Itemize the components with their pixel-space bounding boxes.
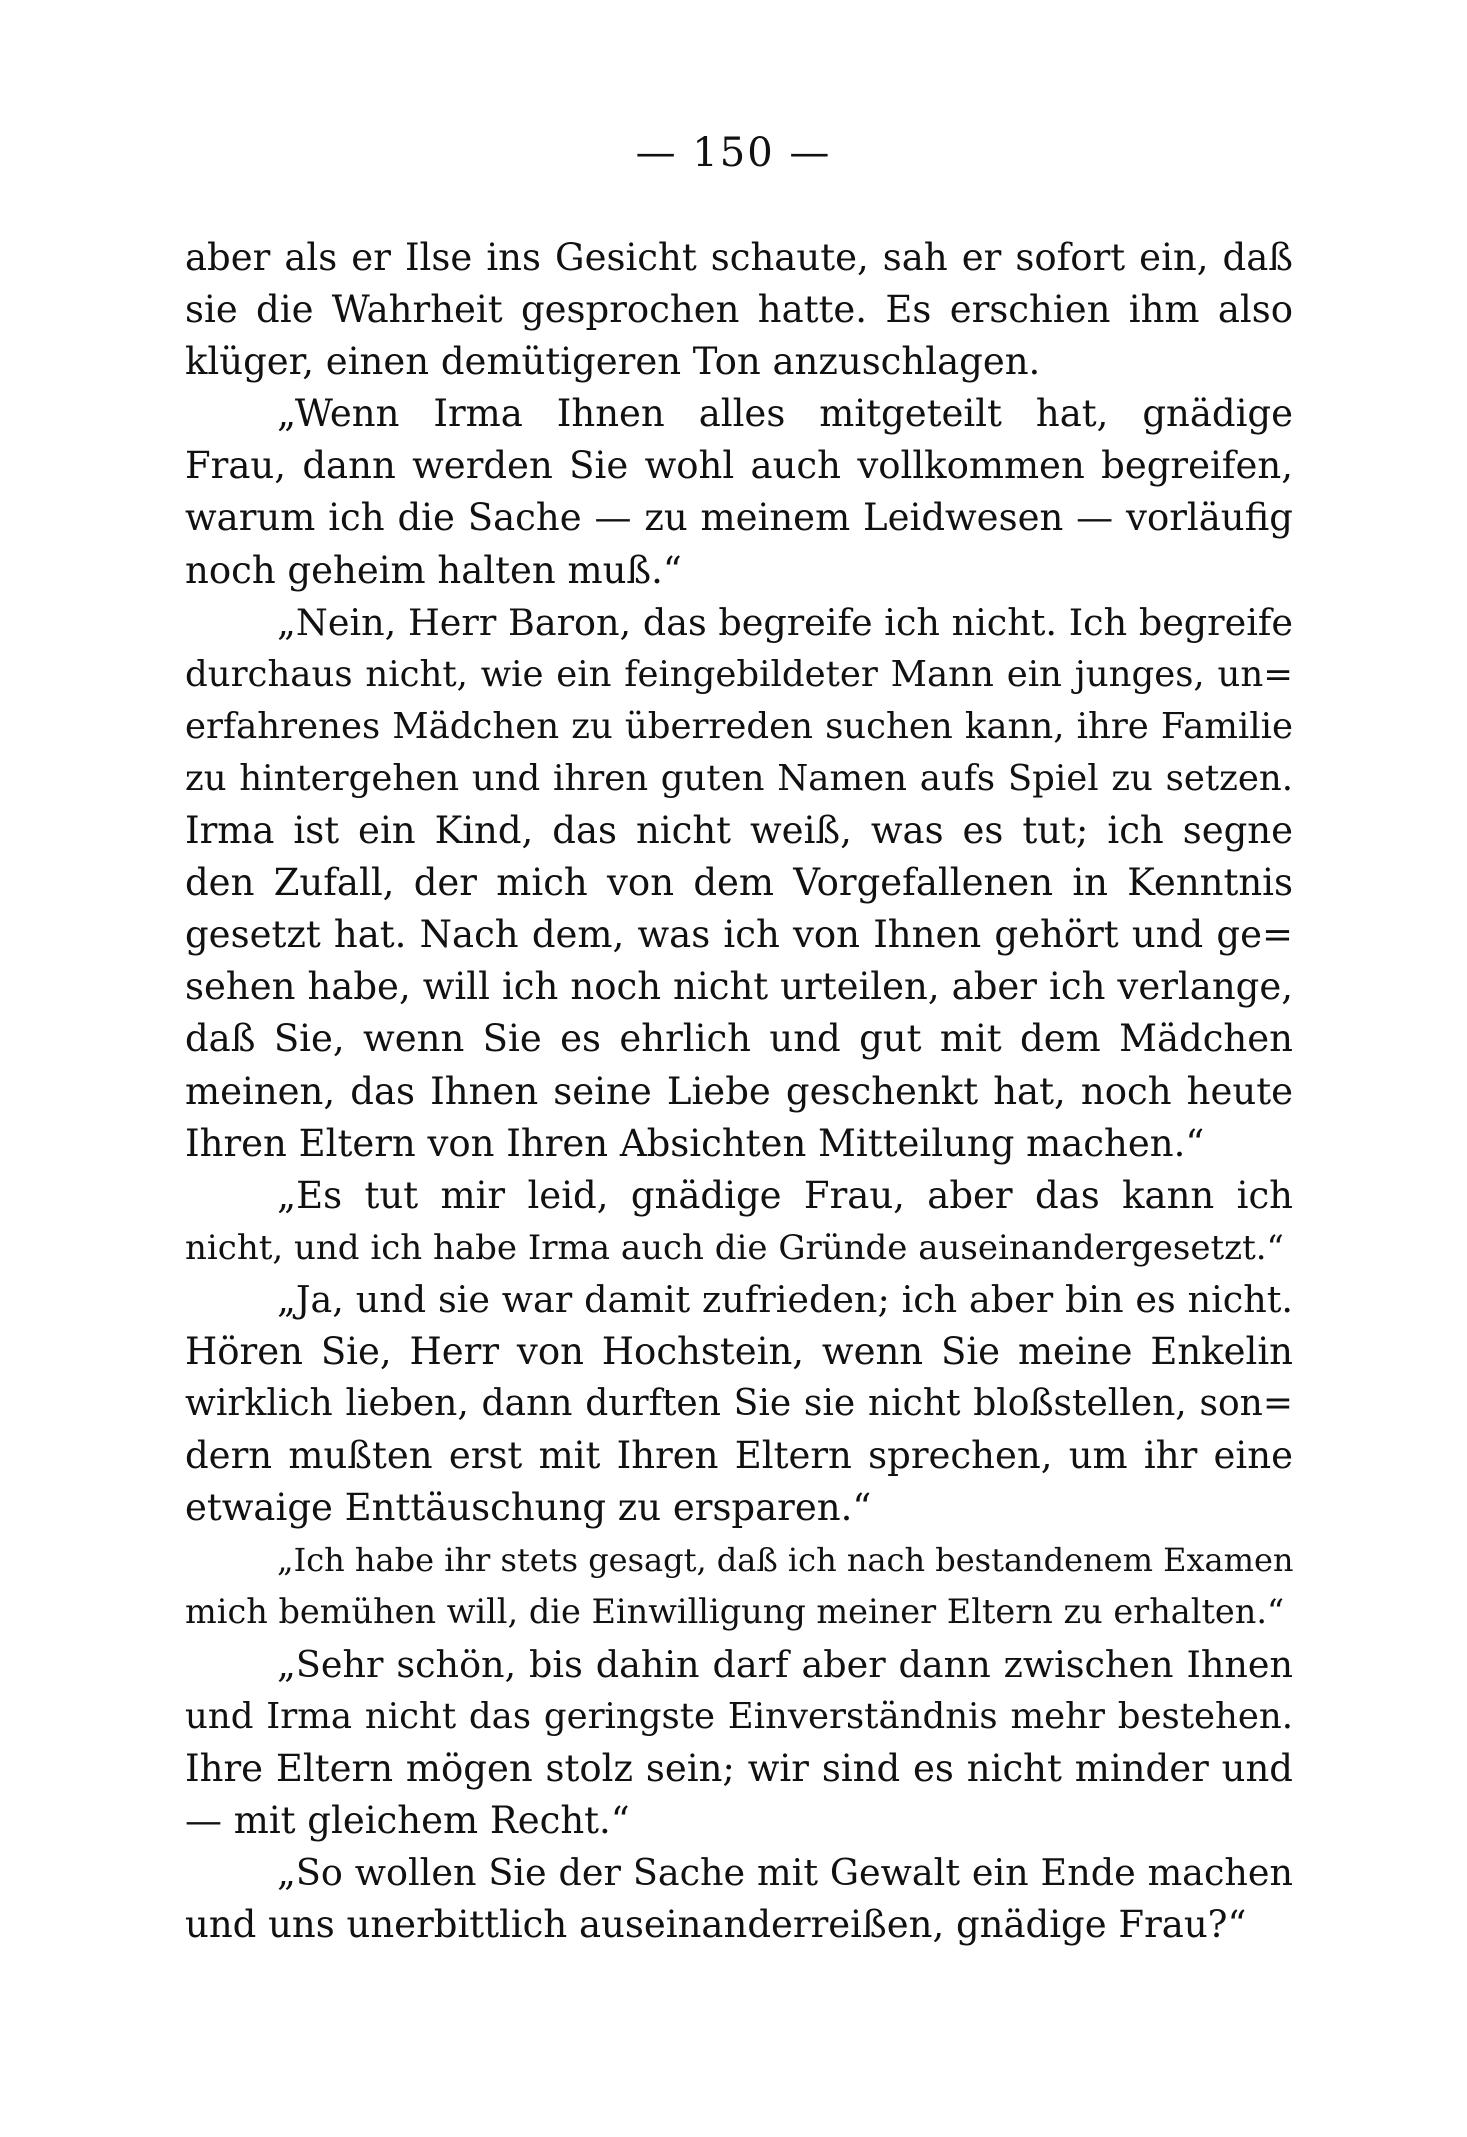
text-line: und uns unerbittlich auseinanderreißen, gnädige Frau?“ bbox=[185, 1903, 1247, 1946]
text-line: „Ja, und sie war damit zufrieden; ich aber bin es nicht. bbox=[277, 1277, 1293, 1321]
text-line: sehen habe, will ich noch nicht urteilen, aber ich verlange, bbox=[185, 965, 1293, 1009]
text-line: erfahrenes Mädchen zu überreden suchen kann, ihre Familie bbox=[185, 705, 1293, 747]
text-line: noch geheim halten muß.“ bbox=[185, 548, 682, 592]
text-line: und Irma nicht das geringste Einverständnis mehr bestehen. bbox=[185, 1695, 1293, 1737]
text-line: nicht, und ich habe Irma auch die Gründe auseinandergesetzt.“ bbox=[185, 1227, 1284, 1268]
text-line: Irma ist ein Kind, das nicht weiß, was es tut; ich segne bbox=[185, 809, 1293, 853]
text-line: wirklich lieben, dann durften Sie sie nicht bloßstellen, son= bbox=[185, 1383, 1293, 1425]
body-text bbox=[185, 232, 1293, 1951]
text-line: „Sehr schön, bis dahin darf aber dann zwischen Ihnen bbox=[277, 1642, 1293, 1686]
text-line: Ihre Eltern mögen stolz sein; wir sind es nicht minder und bbox=[185, 1746, 1293, 1790]
text-line: daß Sie, wenn Sie es ehrlich und gut mit dem Mädchen bbox=[185, 1017, 1293, 1061]
text-line: „So wollen Sie der Sache mit Gewalt ein Ende machen bbox=[277, 1850, 1293, 1894]
text-line: Ihren Eltern von Ihren Absichten Mitteilung machen.“ bbox=[185, 1121, 1205, 1165]
text-line: durchaus nicht, wie ein feingebildeter Mann ein junges, un= bbox=[185, 653, 1293, 695]
text-line: etwaige Enttäuschung zu ersparen.“ bbox=[185, 1486, 872, 1530]
text-line: den Zufall, der mich von dem Vorgefallenen in Kenntnis bbox=[185, 861, 1293, 905]
text-line: „Ich habe ihr stets gesagt, daß ich nach bestandenem Examen bbox=[277, 1541, 1294, 1580]
text-line: zu hintergehen und ihren guten Namen aufs Spiel zu setzen. bbox=[185, 757, 1293, 799]
text-line: klüger, einen demütigeren Ton anzuschlagen. bbox=[185, 340, 1041, 384]
text-line: dern mußten erst mit Ihren Eltern sprechen, um ihr eine bbox=[185, 1434, 1293, 1478]
text-line: meinen, das Ihnen seine Liebe geschenkt hat, noch heute bbox=[185, 1069, 1293, 1113]
text-line: warum ich die Sache — zu meinem Leidwesen — vorläufig bbox=[185, 496, 1293, 540]
text-line: gesetzt hat. Nach dem, was ich von Ihnen gehört und ge= bbox=[185, 913, 1293, 957]
text-line: Frau, dann werden Sie wohl auch vollkommen begreifen, bbox=[185, 444, 1293, 488]
text-line: Hören Sie, Herr von Hochstein, wenn Sie meine Enkelin bbox=[185, 1329, 1293, 1373]
text-line: aber als er Ilse ins Gesicht schaute, sah er sofort ein, daß bbox=[185, 236, 1293, 279]
text-line: mich bemühen will, die Einwilligung meiner Eltern zu erhalten.“ bbox=[185, 1592, 1285, 1632]
text-line: „Wenn Irma Ihnen alles mitgeteilt hat, gnädige bbox=[277, 392, 1293, 436]
text-line: sie die Wahrheit gesprochen hatte. Es erschien ihm also bbox=[185, 288, 1293, 332]
text-line: „Nein, Herr Baron, das begreife ich nicht. Ich begreife bbox=[277, 600, 1293, 644]
page-number: — 150 — bbox=[635, 130, 832, 176]
text-line: — mit gleichem Recht.“ bbox=[185, 1798, 630, 1842]
text-line: „Es tut mir leid, gnädige Frau, aber das kann ich bbox=[277, 1173, 1293, 1217]
